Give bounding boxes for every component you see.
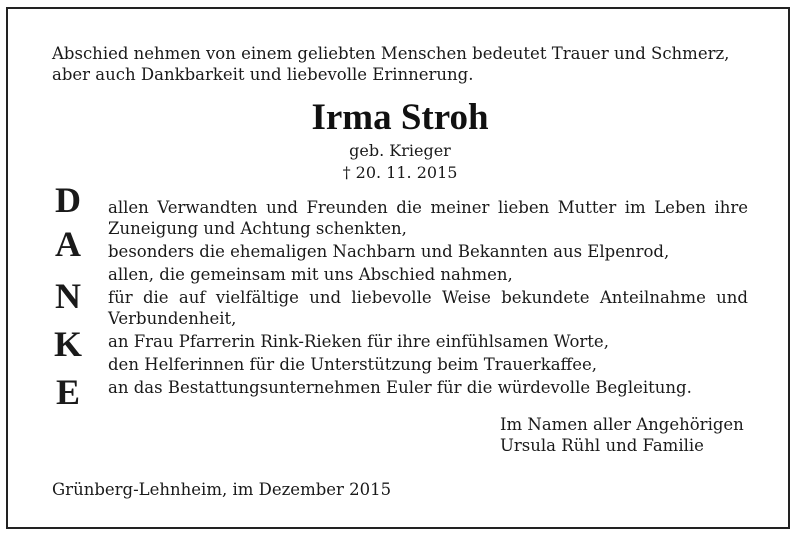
danke-letter-k: K bbox=[53, 324, 82, 364]
thanks-item: für die auf vielfältige und liebevolle Weise bekundete Anteilnahme und Verbundenheit, bbox=[108, 288, 748, 328]
thanks-item: allen Verwandten und Freunden die meiner lieben Mutter im Leben ihre Zuneigung und Achtung schenkten, bbox=[108, 198, 748, 238]
place-date: Grünberg-Lehnheim, im Dezember 2015 bbox=[52, 480, 392, 499]
danke-letter-n: N bbox=[55, 276, 81, 316]
danke-letter-d: D bbox=[55, 180, 81, 220]
deceased-name: Irma Stroh bbox=[311, 97, 489, 138]
intro-text bbox=[52, 43, 772, 85]
signature bbox=[500, 414, 780, 456]
thanks-item: an Frau Pfarrerin Rink-Rieken für ihre einfühlsamen Worte, bbox=[108, 332, 609, 351]
thanks-item: den Helferinnen für die Unterstützung beim Trauerkaffee, bbox=[108, 355, 598, 374]
birth-name: geb. Krieger bbox=[349, 141, 451, 160]
signature-line-1: Im Namen aller Angehörigen bbox=[500, 415, 744, 434]
thanks-list bbox=[108, 197, 748, 400]
death-date: † 20. 11. 2015 bbox=[342, 163, 458, 182]
danke-letter-a: A bbox=[55, 224, 81, 264]
thanks-item: allen, die gemeinsam mit uns Abschied nahmen, bbox=[108, 265, 513, 284]
thanks-item: an das Bestattungsunternehmen Euler für die würdevolle Begleitung. bbox=[108, 378, 692, 397]
signature-line-2: Ursula Rühl und Familie bbox=[500, 436, 704, 455]
thanks-item: besonders die ehemaligen Nachbarn und Bekannten aus Elpenrod, bbox=[108, 242, 670, 261]
intro-line-2: aber auch Dankbarkeit und liebevolle Erinnerung. bbox=[52, 65, 474, 84]
danke-letter-e: E bbox=[55, 372, 80, 412]
intro-line-1: Abschied nehmen von einem geliebten Menschen bedeutet Trauer und Schmerz, bbox=[52, 44, 730, 63]
